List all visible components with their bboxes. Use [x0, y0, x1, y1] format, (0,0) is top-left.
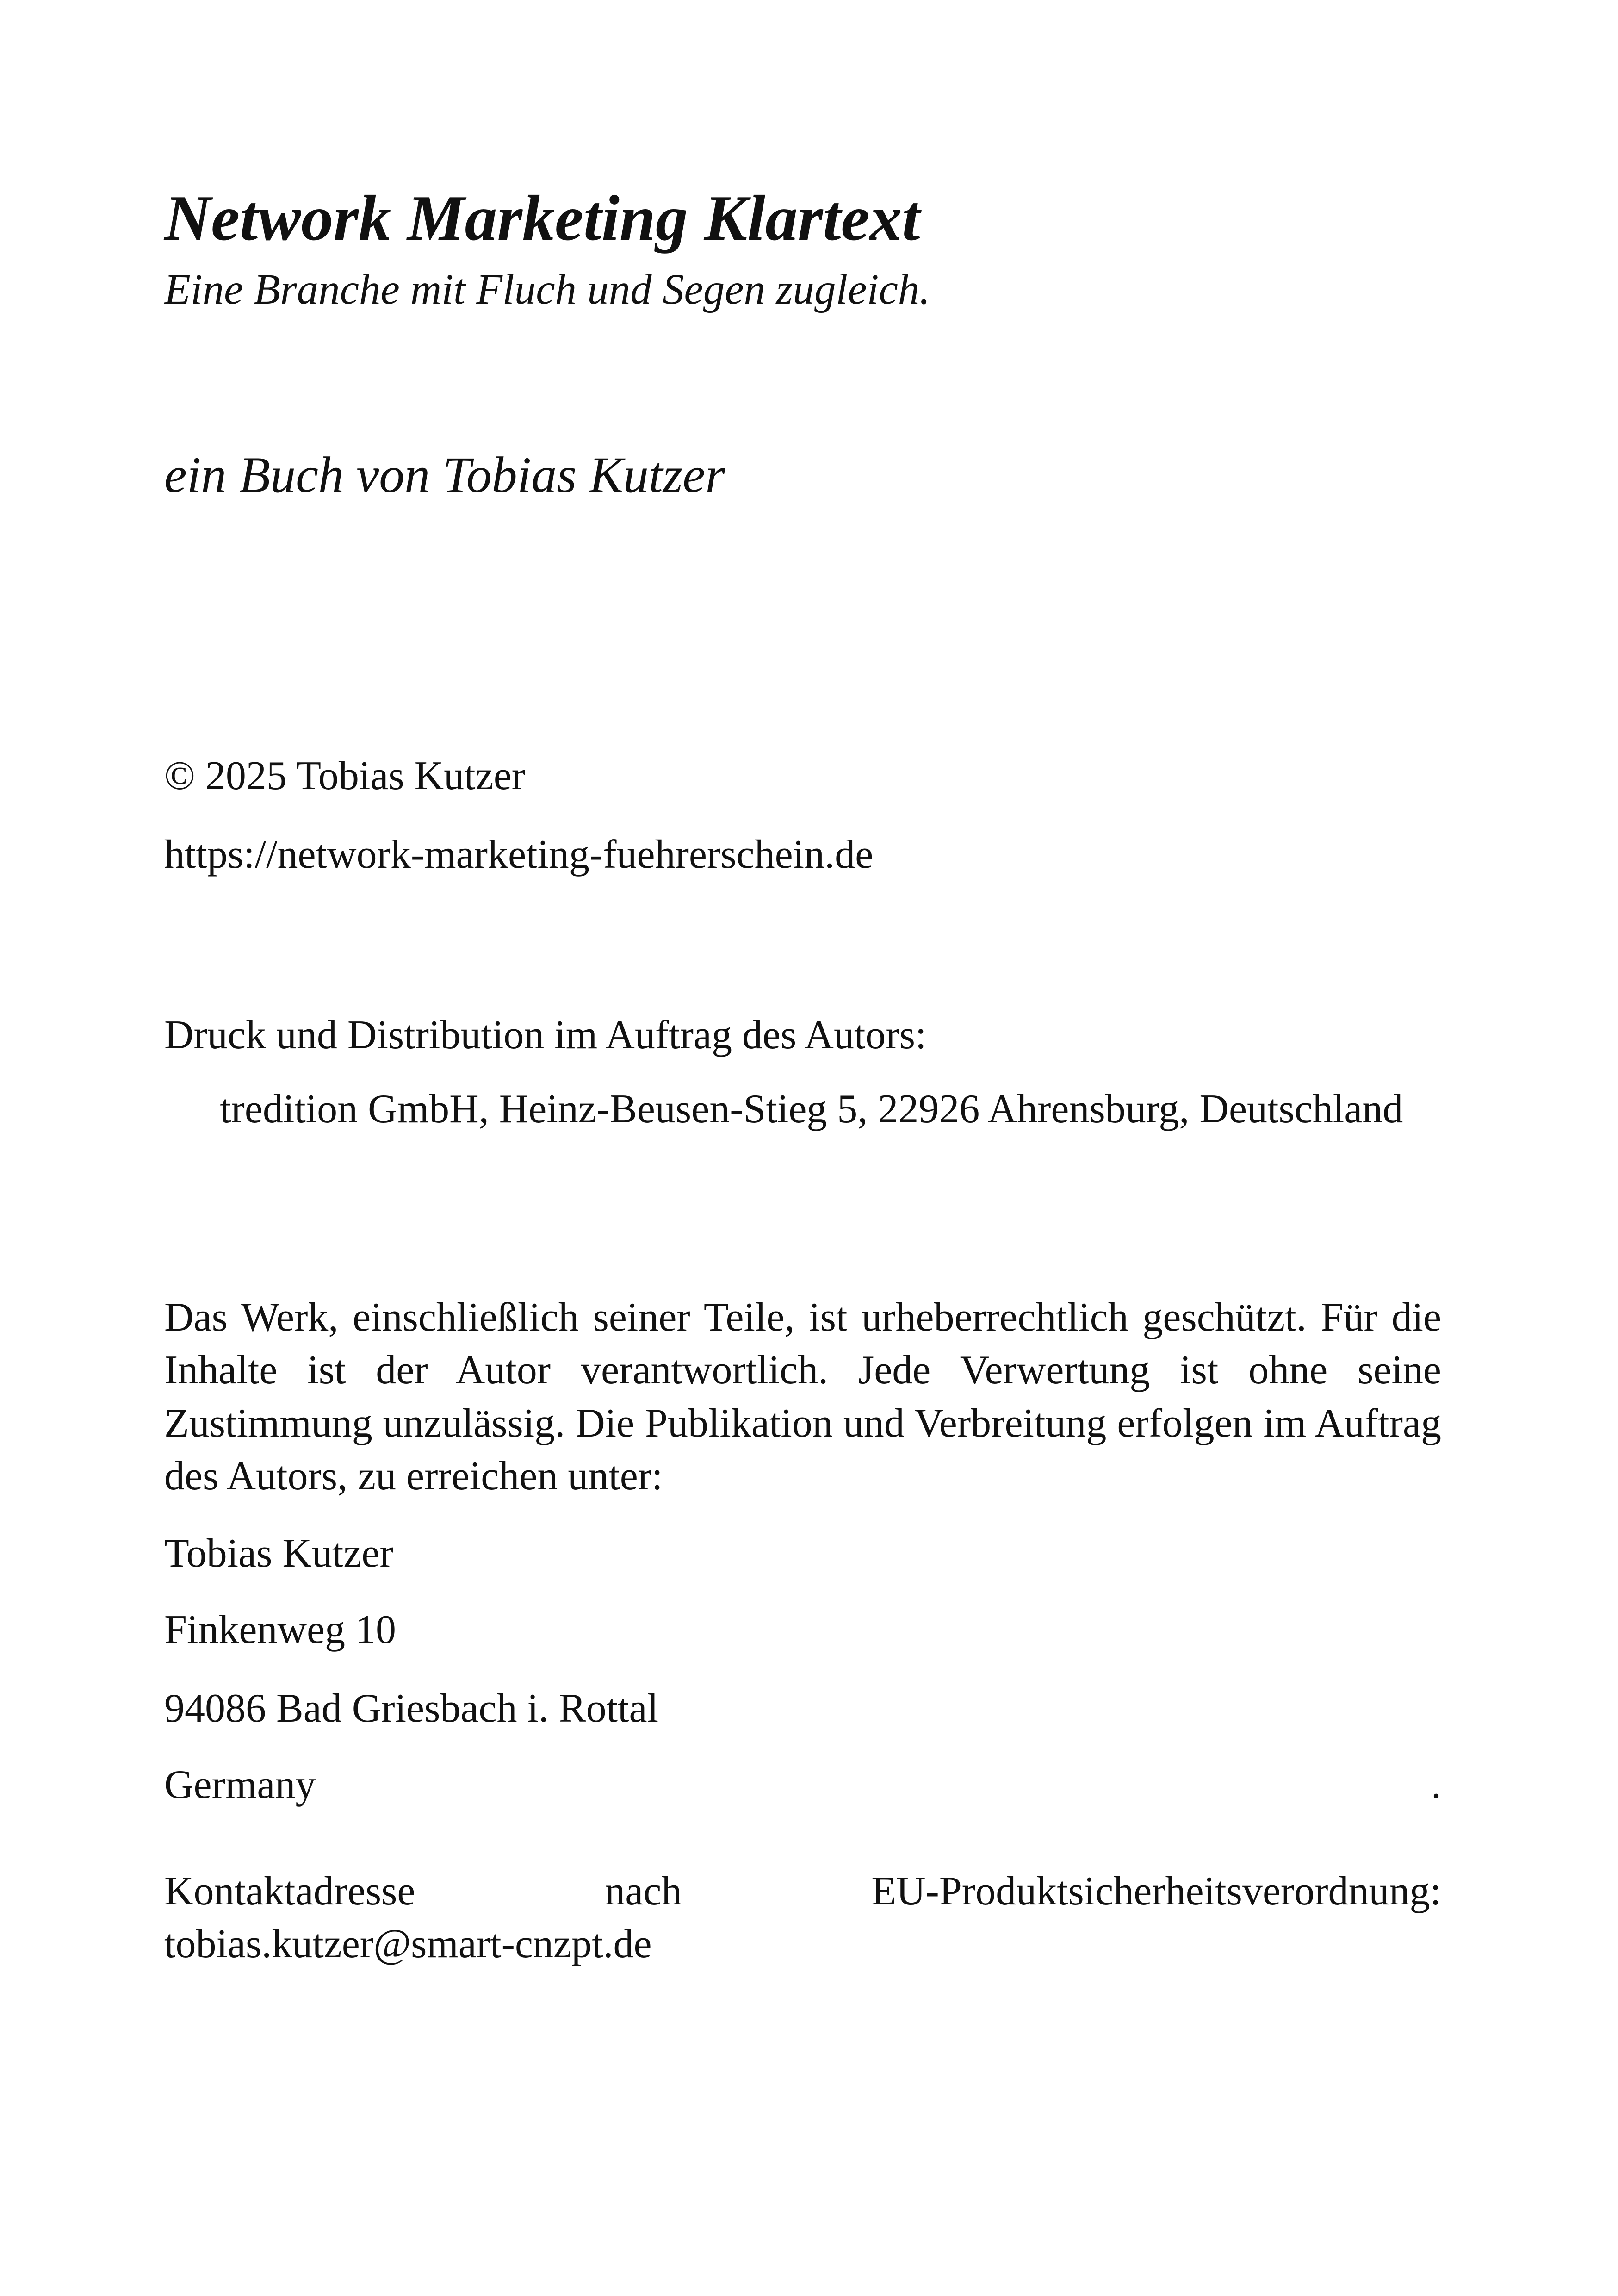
contact-word-kontaktadresse: Kontaktadresse: [164, 1869, 415, 1914]
contact-label-row: [164, 1865, 1441, 1918]
copyright-notice: © 2025 Tobias Kutzer: [164, 753, 526, 798]
printer-address: tredition GmbH, Heinz-Beusen-Stieg 5, 22926 Ahrensburg, Deutschland: [220, 1087, 1403, 1132]
address-name: Tobias Kutzer: [164, 1531, 393, 1576]
contact-block: [164, 1865, 1441, 1971]
legal-notice: Das Werk, einschließlich seiner Teile, ist urheberrechtlich geschützt. Für die Inhalte ist der Autor verantwortlich. Jede Verwertung ist ohne seine Zustimmung unzulässig. Die Publikation und Verbreitung erfolgen im Auftrag des Autors, zu erreichen unter:: [164, 1295, 1441, 1499]
contact-word-nach: nach: [605, 1869, 682, 1914]
contact-word-regulation: EU-Produktsicherheitsverordnung:: [871, 1869, 1441, 1914]
address-country: Germany: [164, 1762, 316, 1807]
address-street: Finkenweg 10: [164, 1607, 397, 1652]
address-city: 94086 Bad Griesbach i. Rottal: [164, 1686, 659, 1731]
author-line: ein Buch von Tobias Kutzer: [164, 447, 725, 503]
contact-email: tobias.kutzer@smart-cnzpt.de: [164, 1922, 652, 1967]
book-title: Network Marketing Klartext: [164, 182, 920, 254]
address-country-row: [164, 1759, 1441, 1811]
book-subtitle: Eine Branche mit Fluch und Segen zugleich.: [164, 266, 930, 313]
trailing-period: .: [1431, 1762, 1441, 1807]
print-distribution-heading: Druck und Distribution im Auftrag des Autors:: [164, 1013, 927, 1058]
website-url: https://network-marketing-fuehrerschein.de: [164, 832, 874, 877]
